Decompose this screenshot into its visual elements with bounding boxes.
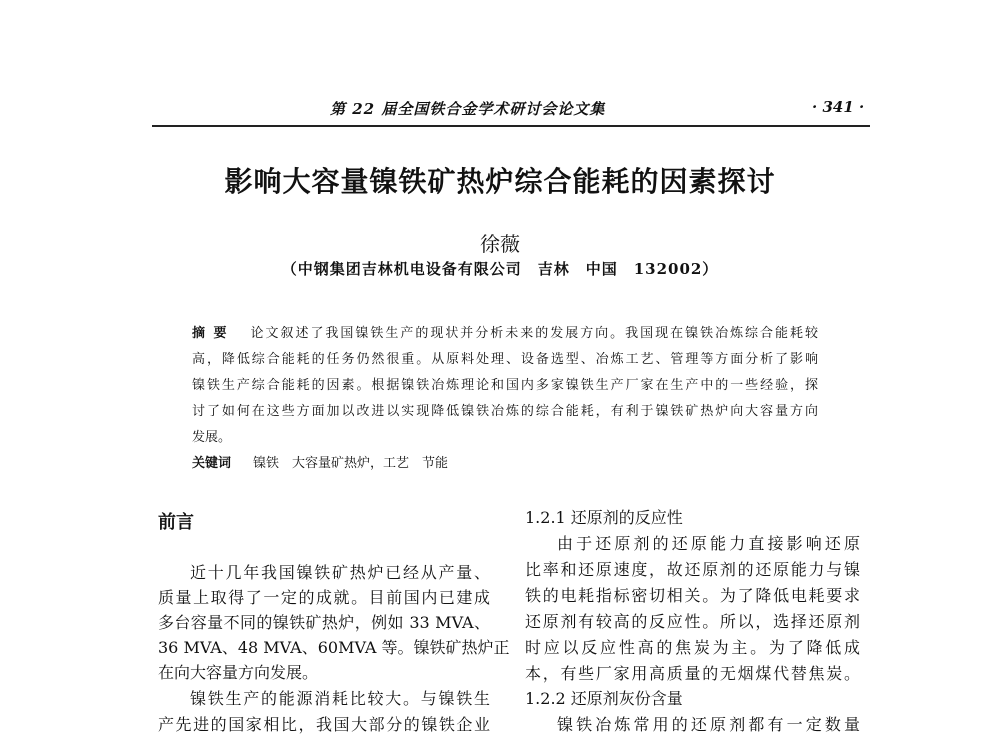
body-line: 铁的电耗指标密切相关。为了降低电耗要求	[525, 586, 860, 605]
author: 徐薇	[480, 232, 520, 256]
subsection-heading: 1.2.2 还原剂灰份含量	[525, 689, 683, 708]
body-line: 镍铁生产的能源消耗比较大。与镍铁生	[190, 689, 490, 708]
paper-title: 影响大容量镍铁矿热炉综合能耗的因素探讨	[224, 165, 776, 198]
body-line: 本，有些厂家用高质量的无烟煤代替焦炭。	[525, 664, 860, 683]
keywords-label: 关键词	[192, 456, 232, 471]
section-heading: 前言	[158, 512, 194, 533]
body-line: 比率和还原速度，故还原剂的还原能力与镍	[525, 560, 860, 579]
body-line: 36 MVA、48 MVA、60MVA 等。镍铁矿热炉正	[158, 638, 510, 657]
keywords	[192, 452, 818, 471]
abstract-line: 讨了如何在这些方面加以改进以实现降低镍铁冶炼的综合能耗，有利于镍铁矿热炉向大容量方向	[192, 404, 818, 419]
abstract-line	[192, 322, 818, 341]
header-rule	[152, 125, 870, 127]
abstract-line: 发展。	[192, 430, 232, 445]
affiliation: （中钢集团吉林机电设备有限公司 吉林 中国 132002）	[281, 260, 719, 278]
body-line: 产先进的国家相比，我国大部分的镍铁企业	[158, 715, 490, 734]
keywords-text: 镍铁 大容量矿热炉，工艺 节能	[253, 456, 449, 471]
body-line: 时应以反应性高的焦炭为主。为了降低成	[525, 638, 860, 657]
abstract-text: 论文叙述了我国镍铁生产的现状并分析未来的发展方向。我国现在镍铁冶炼综合能耗较	[250, 326, 818, 341]
body-line: 近十几年我国镍铁矿热炉已经从产量、	[190, 563, 490, 582]
body-line: 多台容量不同的镍铁矿热炉，例如 33 MVA、	[158, 613, 490, 632]
running-head: 第 22 届全国铁合金学术研讨会论文集	[330, 100, 606, 118]
abstract-label: 摘 要	[192, 326, 229, 341]
abstract-line: 高，降低综合能耗的任务仍然很重。从原料处理、设备选型、冶炼工艺、管理等方面分析了影响	[192, 352, 818, 367]
page-number: · 341 ·	[812, 98, 865, 116]
body-line: 还原剂有较高的反应性。所以，选择还原剂	[525, 612, 860, 631]
abstract-line: 镍铁生产综合能耗的因素。根据镍铁冶炼理论和国内多家镍铁生产厂家在生产中的一些经验，探	[192, 378, 818, 393]
body-line: 在向大容量方向发展。	[158, 663, 319, 682]
subsection-heading: 1.2.1 还原剂的反应性	[525, 508, 683, 527]
body-line: 质量上取得了一定的成就。目前国内已建成	[158, 588, 490, 607]
body-line: 由于还原剂的还原能力直接影响还原	[557, 534, 860, 553]
body-line: 镍铁冶炼常用的还原剂都有一定数量	[557, 715, 860, 734]
